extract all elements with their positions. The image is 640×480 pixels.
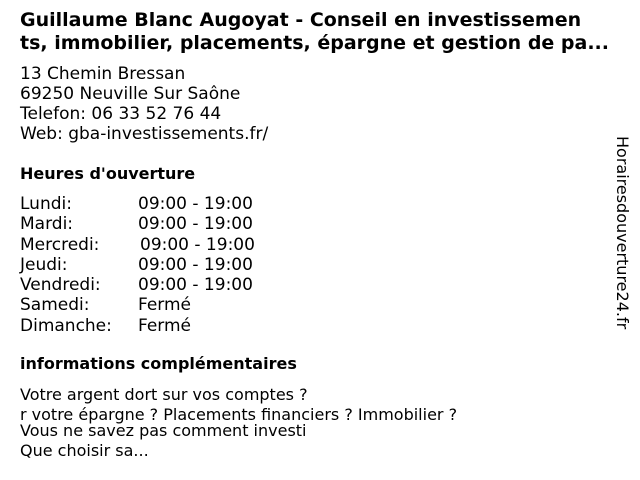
business-title xyxy=(20,9,625,55)
time-value: 09:00 - 19:00 xyxy=(138,275,253,296)
hours-heading: Heures d'ouverture xyxy=(20,164,196,183)
day-label: Mercredi: xyxy=(20,234,100,255)
day-label: Lundi: xyxy=(20,194,72,214)
info-heading: informations complémentaires xyxy=(20,354,297,373)
day-label: Samedi: xyxy=(20,295,90,316)
time-value: Fermé xyxy=(138,315,192,336)
day-label: Jeudi: xyxy=(20,254,68,275)
info-line-1: Votre argent dort sur vos comptes ? xyxy=(20,385,308,404)
time-value: 09:00 - 19:00 xyxy=(138,194,253,214)
day-label: Vendredi: xyxy=(20,275,101,296)
city: 69250 Neuville Sur Saône xyxy=(20,84,241,104)
info-line-2: r votre épargne ? Placements financiers ? Immobilier ? xyxy=(20,405,458,424)
day-label: Mardi: xyxy=(20,214,74,235)
time-value: Fermé xyxy=(138,295,192,316)
title-line-2: ts, immobilier, placements, épargne et gestion de pa... xyxy=(20,32,609,54)
day-label: Dimanche: xyxy=(20,315,112,336)
phone: Telefon: 06 33 52 76 44 xyxy=(20,104,222,124)
time-value: 09:00 - 19:00 xyxy=(140,234,255,255)
title-line-1: Guillaume Blanc Augoyat - Conseil en investissemen xyxy=(20,9,582,31)
info-line-3: Vous ne savez pas comment investi xyxy=(20,421,307,440)
time-value: 09:00 - 19:00 xyxy=(138,214,253,235)
time-value: 09:00 - 19:00 xyxy=(138,254,253,275)
address-block xyxy=(20,64,268,144)
watermark-text: Horairesdouverture24.fr xyxy=(613,136,632,330)
info-line-4: Que choisir sa... xyxy=(20,441,149,460)
website: Web: gba-investissements.fr/ xyxy=(20,124,269,144)
street: 13 Chemin Bressan xyxy=(20,64,186,84)
